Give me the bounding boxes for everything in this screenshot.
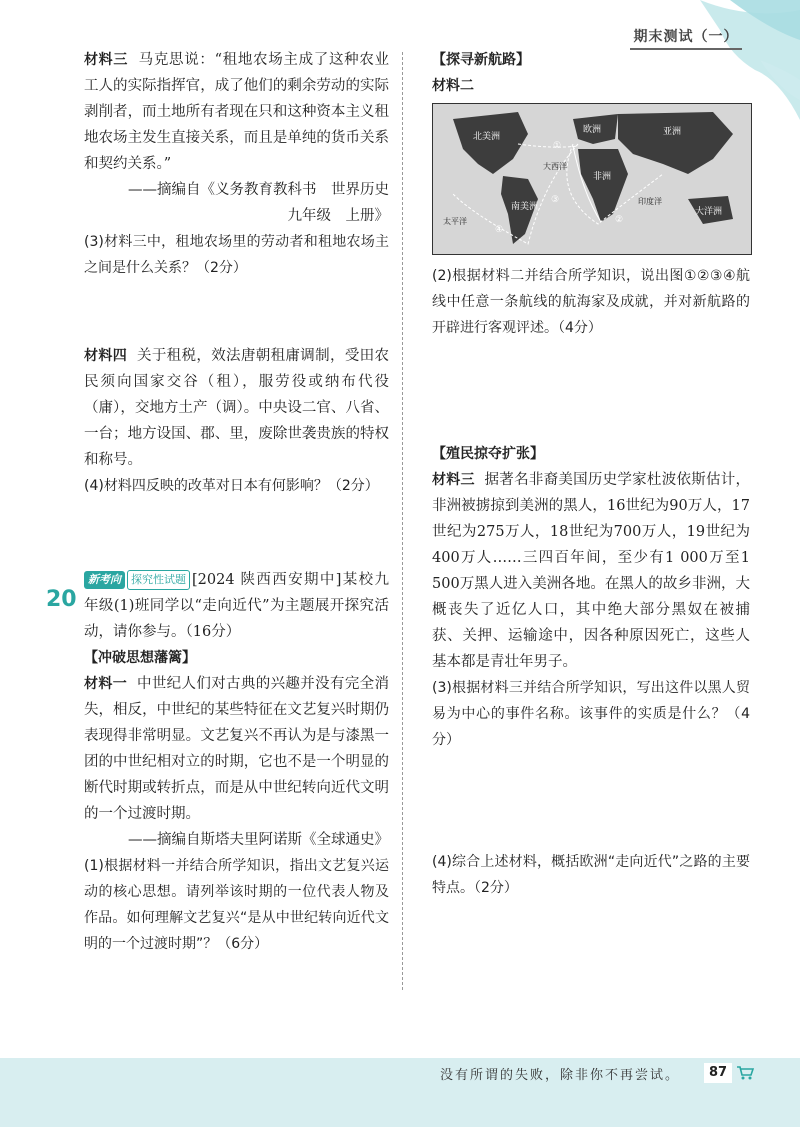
- material-label: 材料二: [432, 78, 474, 94]
- route-marker-4: ④: [495, 225, 504, 235]
- material-4-left: [84, 343, 389, 473]
- question-1: (1)根据材料一并结合所学知识，指出文艺复兴运动的核心思想。请列举该时期的一位代表人物及作品。如何理解文艺复兴“是从中世纪转向近代文明的一个过渡时期”？（6分）: [84, 858, 389, 952]
- material-text: 关于租税，效法唐朝租庸调制，受田农民须向国家交谷（租），服劳役或纳布代役（庸），交地方土产（调）。中央设二官、八省、一台；地方设国、郡、里，废除世袭贵族的特权和称号。: [84, 348, 390, 468]
- material-2: [432, 73, 750, 99]
- material-label: 材料三: [84, 52, 129, 68]
- map-label-ind: 印度洋: [638, 197, 662, 206]
- map-label-au: 大洋洲: [695, 207, 723, 217]
- map-label-pac: 太平洋: [443, 217, 467, 226]
- question-type-tag: 探究性试题: [127, 570, 190, 590]
- source-citation: ——摘编自斯塔夫里阿诺斯《全球通史》: [128, 832, 389, 848]
- material-3-right: [432, 467, 750, 675]
- question-3-right: (3)根据材料三并结合所学知识，写出这件以黑人贸易为中心的事件名称。该事件的实质是什么？（4分）: [432, 680, 750, 748]
- new-trend-tag: 新考向: [84, 571, 125, 589]
- section-title: 【探寻新航路】: [432, 52, 530, 68]
- map-label-sa: 南美洲: [511, 202, 539, 212]
- material-label: 材料四: [84, 348, 128, 364]
- question-number: 20: [46, 587, 77, 612]
- section-title: 【殖民掠夺扩张】: [432, 446, 544, 462]
- question-4-right: (4)综合上述材料，概括欧洲“走向近代”之路的主要特点。（2分）: [432, 854, 750, 896]
- map-label-atl: 大西洋: [543, 162, 567, 171]
- footer-quote: 没有所谓的失败，除非你不再尝试。: [440, 1068, 681, 1083]
- question-2: (2)根据材料二并结合所学知识，说出图①②③④航线中任意一条航线的航海家及成就，并对新航路的开辟进行客观评述。（4分）: [432, 268, 750, 336]
- question-4-left: (4)材料四反映的改革对日本有何影响？（2分）: [84, 478, 379, 494]
- route-marker-3: ③: [551, 195, 560, 205]
- map-label-na: 北美洲: [473, 132, 501, 142]
- map-label-eu: 欧洲: [583, 125, 602, 135]
- route-marker-2: ②: [615, 215, 624, 225]
- question-stem-a: [2024 陕西西安期中]某校九: [192, 572, 389, 588]
- section-title: 【冲破思想藩篱】: [84, 650, 196, 666]
- right-column: [432, 47, 750, 901]
- material-label: 材料一: [84, 676, 128, 692]
- left-column: [84, 47, 389, 957]
- section-header: 期末测试（一）: [630, 26, 742, 50]
- material-label: 材料三: [432, 472, 475, 488]
- question-stem-b: 年级(1)班同学以“走向近代”为主题展开探究活动，请你参与。（16分）: [84, 598, 389, 640]
- column-divider: [402, 52, 403, 990]
- material-text: 中世纪人们对古典的兴趣并没有完全消失，相反，中世纪的某些特征在文艺复兴时期仍表现得非常明显。文艺复兴不再认为是与漆黑一团的中世纪相对立的时期，它也不是一个明显的断代时期或转折点，而是从中世纪转向近代文明的一个过渡时期。: [84, 676, 390, 822]
- cart-icon: [736, 1065, 754, 1081]
- source-citation: ——摘编自《义务教育教科书 世界历史: [128, 182, 389, 198]
- question-20-stem: [84, 567, 389, 645]
- source-citation: 九年级 上册》: [287, 208, 389, 224]
- question-3-left: (3)材料三中，租地农场里的劳动者和租地农场主之间是什么关系？（2分）: [84, 234, 389, 276]
- page-number: 87: [704, 1063, 732, 1083]
- material-text: 据著名非裔美国历史学家杜波依斯估计，非洲被掳掠到美洲的黑人，16世纪为90万人，17世纪为275万人，18世纪为700万人，19世纪为400万人……三四百年间，至少有1 000万至1 500万黑人进入美洲各地。在黑人的故乡非洲，大概丧失了近亿人口，其中绝大部分黑奴在被捕获、关押、运输途中，因各种原因死亡，这些人基本都是青壮年男子。: [432, 472, 751, 670]
- route-marker-1: ①: [553, 141, 562, 151]
- map-label-as: 亚洲: [663, 127, 682, 137]
- map-label-af: 非洲: [593, 172, 612, 182]
- material-text: 马克思说：“租地农场主成了这种农业工人的实际指挥官，成了他们的剩余劳动的实际剥削者，而土地所有者现在只和这种资本主义租地农场主发生直接关系，而且是单纯的货币关系和契约关系。”: [84, 52, 390, 172]
- material-3-left: [84, 47, 389, 177]
- material-1: [84, 671, 389, 827]
- world-map-routes: [432, 103, 752, 255]
